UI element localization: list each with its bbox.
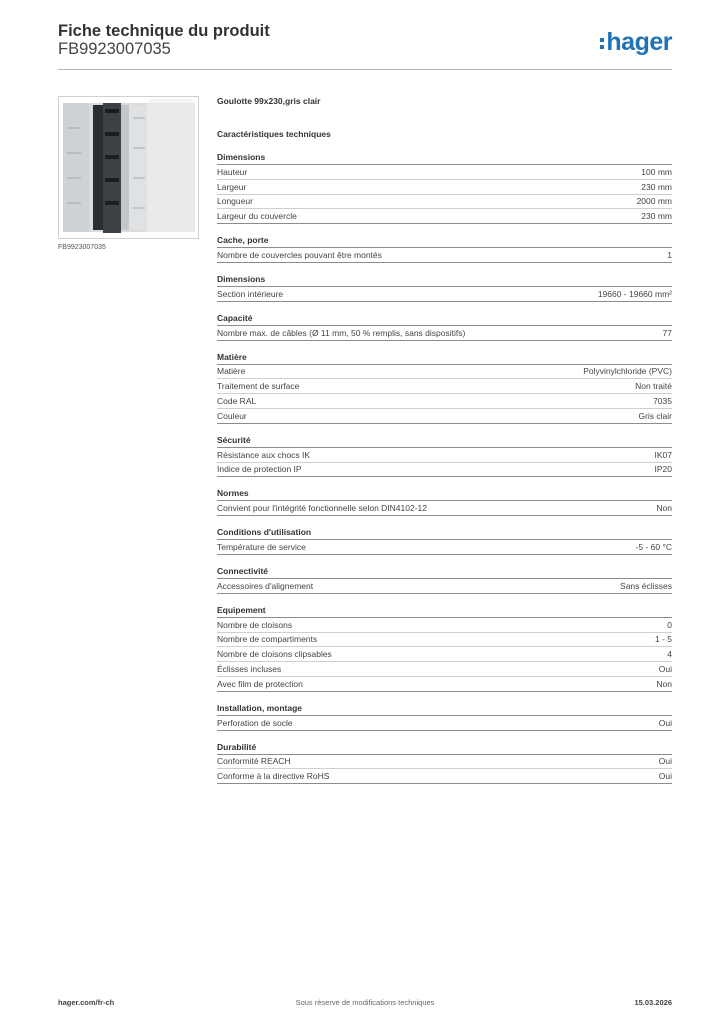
section-title: Installation, montage xyxy=(217,702,672,716)
spec-value: Sans éclisses xyxy=(620,580,672,591)
spec-section xyxy=(217,702,672,731)
spec-label: Traitement de surface xyxy=(217,381,300,392)
spec-label: Conforme à la directive RoHS xyxy=(217,771,330,782)
spec-row xyxy=(217,716,672,731)
spec-value: Non xyxy=(656,678,672,689)
spec-value: Oui xyxy=(658,771,672,782)
spec-label: Avec film de protection xyxy=(217,678,303,689)
spec-section xyxy=(217,273,672,302)
spec-value: Non xyxy=(656,503,672,514)
section-title: Conditions d'utilisation xyxy=(217,526,672,540)
spec-value: 77 xyxy=(662,327,672,338)
spec-value: Polyvinylchloride (PVC) xyxy=(583,366,672,377)
spec-section xyxy=(217,312,672,341)
spec-label: Température de service xyxy=(217,542,306,553)
section-rows xyxy=(217,618,672,692)
spec-label: Conformité REACH xyxy=(217,756,291,767)
spec-label: Nombre max. de câbles (Ø 11 mm, 50 % remplis, sans dispositifs) xyxy=(217,327,466,338)
spec-row xyxy=(217,287,672,302)
spec-label: Section intérieure xyxy=(217,288,284,299)
spec-row xyxy=(217,365,672,380)
spec-row xyxy=(217,180,672,195)
spec-label: Perforation de socle xyxy=(217,717,293,728)
spec-label: Nombre de cloisons clipsables xyxy=(217,649,332,660)
section-title: Connectivité xyxy=(217,565,672,579)
footer-disclaimer: Sous réserve de modifications techniques xyxy=(295,998,435,1007)
spec-section xyxy=(217,565,672,594)
spec-row xyxy=(217,769,672,784)
spec-label: Hauteur xyxy=(217,166,248,177)
spec-row xyxy=(217,326,672,341)
spec-section xyxy=(217,434,672,478)
spec-value: 1 - 5 xyxy=(654,634,672,645)
spec-row xyxy=(217,540,672,555)
spec-value: 7035 xyxy=(653,396,672,407)
spec-row xyxy=(217,195,672,210)
spec-label: Matière xyxy=(217,366,246,377)
spec-row xyxy=(217,755,672,770)
spec-row xyxy=(217,248,672,263)
spec-label: Indice de protection IP xyxy=(217,464,302,475)
section-rows xyxy=(217,165,672,224)
spec-section xyxy=(217,351,672,424)
spec-value: 230 mm xyxy=(641,181,672,192)
spec-row xyxy=(217,409,672,424)
product-image xyxy=(58,96,199,239)
section-rows xyxy=(217,755,672,785)
specifications-heading: Caractéristiques techniques xyxy=(217,129,331,139)
section-rows xyxy=(217,365,672,424)
spec-label: Nombre de cloisons xyxy=(217,619,293,630)
section-title: Dimensions xyxy=(217,151,672,165)
section-title: Equipement xyxy=(217,604,672,618)
image-caption: FB9923007035 xyxy=(58,244,106,251)
spec-section xyxy=(217,526,672,555)
spec-section xyxy=(217,604,672,692)
section-title: Dimensions xyxy=(217,273,672,287)
spec-value: 0 xyxy=(667,619,672,630)
spec-section xyxy=(217,151,672,224)
spec-section xyxy=(217,741,672,785)
spec-section xyxy=(217,234,672,263)
spec-label: Longueur xyxy=(217,196,253,207)
spec-row xyxy=(217,463,672,478)
specification-sections xyxy=(217,151,672,784)
spec-value: Non traité xyxy=(635,381,672,392)
spec-label: Nombre de couvercles pouvant être montés xyxy=(217,250,382,261)
footer-date: 15.03.2026 xyxy=(634,998,672,1007)
spec-row xyxy=(217,618,672,633)
spec-value: IK07 xyxy=(654,449,672,460)
spec-section xyxy=(217,487,672,516)
spec-value: 19660 - 19660 mm² xyxy=(597,288,672,299)
section-rows xyxy=(217,501,672,516)
spec-row xyxy=(217,579,672,594)
spec-label: Code RAL xyxy=(217,396,257,407)
hager-logo xyxy=(600,28,672,57)
logo-text: hager xyxy=(606,28,672,56)
spec-value: Oui xyxy=(658,756,672,767)
product-name: Goulotte 99x230,gris clair xyxy=(217,96,321,106)
spec-label: Largeur xyxy=(217,181,247,192)
product-reference: FB9923007035 xyxy=(58,40,171,58)
section-rows xyxy=(217,716,672,731)
spec-value: 1 xyxy=(667,250,672,261)
section-rows xyxy=(217,579,672,594)
spec-row xyxy=(217,448,672,463)
spec-row xyxy=(217,165,672,180)
spec-row xyxy=(217,501,672,516)
section-title: Matière xyxy=(217,351,672,365)
section-title: Cache, porte xyxy=(217,234,672,248)
spec-row xyxy=(217,633,672,648)
spec-row xyxy=(217,379,672,394)
spec-value: 230 mm xyxy=(641,211,672,222)
spec-value: -5 - 60 °C xyxy=(635,542,672,553)
spec-label: Nombre de compartiments xyxy=(217,634,318,645)
spec-row xyxy=(217,647,672,662)
spec-label: Convient pour l'intégrité fonctionnelle selon DIN4102-12 xyxy=(217,503,428,514)
section-rows xyxy=(217,540,672,555)
logo-dots-icon xyxy=(600,38,604,49)
spec-row xyxy=(217,209,672,224)
spec-value: 100 mm xyxy=(641,166,672,177)
spec-row xyxy=(217,662,672,677)
section-title: Durabilité xyxy=(217,741,672,755)
spec-value: IP20 xyxy=(654,464,672,475)
section-rows xyxy=(217,448,672,478)
spec-label: Accessoires d'alignement xyxy=(217,580,314,591)
footer-website-link[interactable]: hager.com/fr-ch xyxy=(58,998,115,1007)
spec-row xyxy=(217,677,672,692)
product-details xyxy=(217,95,672,784)
spec-label: Couleur xyxy=(217,410,247,421)
page-header xyxy=(58,22,672,70)
section-title: Normes xyxy=(217,487,672,501)
section-title: Capacité xyxy=(217,312,672,326)
spec-value: Gris clair xyxy=(638,410,672,421)
section-title: Sécurité xyxy=(217,434,672,448)
document-title: Fiche technique du produit xyxy=(58,22,270,40)
spec-label: Éclisses incluses xyxy=(217,664,282,675)
spec-row xyxy=(217,394,672,409)
spec-label: Largeur du couvercle xyxy=(217,211,297,222)
cable-trunking-illustration xyxy=(59,97,198,238)
section-rows xyxy=(217,326,672,341)
spec-value: Oui xyxy=(658,664,672,675)
section-rows xyxy=(217,287,672,302)
spec-value: 2000 mm xyxy=(636,196,672,207)
section-rows xyxy=(217,248,672,263)
spec-value: Oui xyxy=(658,717,672,728)
spec-label: Résistance aux chocs IK xyxy=(217,449,311,460)
spec-value: 4 xyxy=(667,649,672,660)
